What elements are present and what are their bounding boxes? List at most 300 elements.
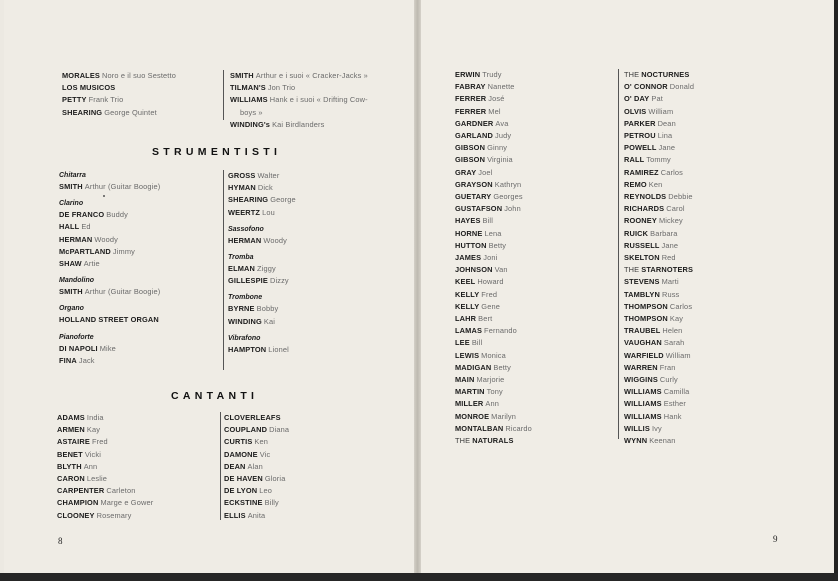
surname: FINA	[59, 355, 77, 365]
surname: WIGGINS	[624, 375, 658, 385]
first-name: Monica	[481, 350, 506, 360]
first-name: Helen	[662, 326, 683, 336]
first-name: Alan	[247, 461, 263, 471]
list-item	[57, 473, 153, 485]
list-item	[228, 275, 296, 287]
first-name: Rosemary	[96, 510, 132, 520]
list-item	[57, 436, 153, 448]
list-item	[455, 215, 532, 227]
first-name: Jack	[78, 355, 95, 365]
list-item	[624, 337, 694, 349]
list-item	[624, 276, 694, 288]
first-name: Bobby	[256, 304, 279, 314]
instrument-category: Trombone	[228, 294, 263, 302]
list-item	[455, 130, 532, 142]
list-item	[624, 130, 694, 142]
first-name: Mickey	[658, 216, 683, 226]
surname: HERMAN	[228, 235, 262, 245]
surname: THOMPSON	[624, 314, 668, 324]
surname: WINDING's	[230, 119, 271, 129]
surname: HUTTON	[455, 240, 487, 250]
continuation-text: boys »	[240, 107, 263, 117]
list-item	[455, 411, 532, 423]
column-divider	[220, 412, 221, 520]
surname: HERMAN	[59, 234, 93, 244]
first-name: Tommy	[646, 155, 671, 165]
surname: WILLIAMS	[230, 95, 268, 105]
list-item	[59, 314, 160, 326]
instrument-category: Pianoforte	[59, 333, 94, 341]
singers-left	[57, 412, 153, 522]
list-item	[228, 263, 296, 275]
surname: STEVENS	[624, 277, 660, 287]
first-name: Betty	[493, 362, 511, 372]
surname: MONTALBAN	[455, 423, 504, 433]
surname: ARMEN	[57, 425, 85, 435]
list-item	[455, 264, 532, 276]
surname: CHAMPION	[57, 498, 99, 508]
surname: NOCTURNES	[641, 70, 690, 79]
name-prefix: THE	[455, 436, 471, 446]
first-name: Hank e i suoi « Drifting Cow-	[269, 95, 368, 105]
list-item	[624, 325, 694, 337]
first-name: George	[270, 195, 296, 205]
surname: BENET	[57, 449, 83, 459]
list-item	[624, 398, 694, 410]
first-name: Fred	[91, 437, 108, 447]
list-item	[224, 473, 289, 485]
list-item	[57, 449, 153, 461]
first-name: Gene	[481, 301, 500, 311]
surname: ECKSTINE	[224, 498, 263, 508]
name-prefix: THE	[624, 265, 640, 275]
surname: FERRER	[455, 106, 487, 116]
surname: RUSSELL	[624, 240, 660, 250]
first-name: Keenan	[649, 436, 676, 446]
surname: DE LYON	[224, 486, 258, 496]
surname: SMITH	[59, 182, 83, 191]
surname: ROONEY	[624, 216, 657, 226]
surname: CURTIS	[224, 437, 253, 447]
list-item	[455, 325, 532, 337]
surname: STARNOTERS	[641, 265, 694, 275]
list-item	[224, 510, 289, 522]
surname: DE HAVEN	[224, 474, 263, 484]
first-name: Arthur e i suoi « Cracker-Jacks »	[255, 71, 368, 80]
first-name: Jimmy	[112, 246, 135, 256]
first-name: Ziggy	[257, 264, 276, 274]
surname: HAMPTON	[228, 344, 267, 354]
surname: REYNOLDS	[624, 192, 667, 202]
first-name: Arthur (Guitar Boogie)	[84, 182, 161, 191]
singers-col-1	[455, 69, 532, 447]
surname: WEERTZ	[228, 207, 261, 217]
surname: RALL	[624, 155, 645, 165]
surname: MONROE	[455, 411, 490, 421]
surname: REMO	[624, 179, 647, 189]
first-name: William	[648, 106, 674, 116]
surname: DEAN	[224, 461, 246, 471]
first-name: Anita	[247, 510, 266, 520]
list-item	[230, 82, 368, 94]
list-item	[228, 207, 296, 219]
list-item	[57, 461, 153, 473]
list-item	[455, 398, 532, 410]
page-number-right: 9	[773, 534, 778, 544]
first-name: Diana	[269, 425, 290, 435]
stray-dot	[103, 195, 105, 197]
first-name: Jane	[658, 143, 676, 153]
list-item	[224, 424, 289, 436]
list-item	[59, 221, 160, 233]
surname: FERRER	[455, 94, 487, 104]
surname: PETTY	[62, 95, 87, 105]
list-item	[455, 301, 532, 313]
surname: WARFIELD	[624, 350, 664, 360]
first-name: Betty	[488, 240, 507, 250]
surname: RICHARDS	[624, 204, 665, 214]
first-name: Carlos	[660, 167, 683, 177]
first-name: Donald	[669, 82, 695, 92]
surname: NATURALS	[472, 436, 514, 446]
list-item	[624, 118, 694, 130]
surname: GILLESPIE	[228, 276, 268, 286]
list-item	[455, 69, 532, 81]
first-name: Jane	[661, 240, 679, 250]
surname: MAIN	[455, 375, 475, 385]
first-name: Sarah	[663, 338, 685, 348]
list-item	[228, 316, 296, 328]
surname: JOHNSON	[455, 265, 493, 275]
list-item	[624, 301, 694, 313]
first-name: Fred	[481, 289, 498, 299]
surname: TAMBLYN	[624, 289, 660, 299]
list-item	[230, 94, 368, 106]
list-item	[228, 303, 296, 315]
surname: KEEL	[455, 277, 476, 287]
surname: ELMAN	[228, 264, 256, 274]
list-item	[230, 70, 368, 82]
surname: POWELL	[624, 143, 657, 153]
list-item	[624, 374, 694, 386]
surname: WYNN	[624, 436, 648, 446]
first-name: Leo	[259, 486, 273, 496]
list-item	[228, 344, 296, 356]
first-name: Marilyn	[491, 411, 517, 421]
surname: LEWIS	[455, 350, 480, 360]
list-item	[624, 81, 694, 93]
list-item	[59, 286, 160, 298]
surname: O' CONNOR	[624, 82, 668, 92]
instrumentalists-right	[228, 170, 296, 356]
first-name: José	[488, 94, 505, 104]
list-item	[624, 179, 694, 191]
first-name: Jon Trio	[267, 83, 296, 93]
first-name: Howard	[477, 277, 504, 287]
first-name: Billy	[264, 498, 279, 508]
list-item	[624, 264, 694, 276]
first-name: Marti	[661, 277, 679, 287]
list-item	[624, 423, 694, 435]
list-item	[624, 93, 694, 105]
list-item	[624, 252, 694, 264]
surname: CARON	[57, 474, 85, 484]
name-prefix: THE	[624, 70, 640, 79]
list-item	[624, 313, 694, 325]
first-name: Ken	[648, 179, 663, 189]
surname: LEE	[455, 338, 470, 348]
surname: GUETARY	[455, 192, 492, 202]
list-item	[59, 343, 160, 355]
first-name: Camilla	[663, 387, 690, 397]
list-item	[455, 362, 532, 374]
first-name: Vic	[259, 449, 271, 459]
right-edge-shadow	[834, 0, 838, 581]
first-name: Tony	[486, 387, 503, 397]
first-name: Debbie	[668, 192, 693, 202]
first-name: William	[665, 350, 691, 360]
first-name: Leslie	[86, 474, 108, 484]
list-item	[228, 182, 296, 194]
first-name: Lina	[657, 131, 673, 141]
column-divider	[618, 69, 619, 439]
list-item	[59, 246, 160, 258]
list-item	[230, 119, 368, 131]
list-item	[624, 289, 694, 301]
list-item	[224, 449, 289, 461]
surname: SMITH	[230, 71, 254, 80]
list-item	[455, 240, 532, 252]
list-item	[455, 423, 532, 435]
instrument-category: Clarino	[59, 200, 84, 208]
surname: RAMIREZ	[624, 167, 659, 177]
first-name: Virginia	[487, 155, 513, 165]
bottom-edge-shadow	[0, 573, 838, 581]
list-item	[455, 435, 532, 447]
first-name: Van	[494, 265, 508, 275]
first-name: Trudy	[482, 70, 502, 79]
list-item	[59, 181, 160, 193]
list-item	[228, 170, 296, 182]
list-item	[624, 228, 694, 240]
first-name: Carleton	[106, 486, 136, 496]
surname: MARTIN	[455, 387, 485, 397]
first-name: Kay	[86, 425, 101, 435]
surname: MADIGAN	[455, 362, 492, 372]
first-name: Frank Trio	[88, 95, 124, 105]
list-item	[59, 209, 160, 221]
first-name: Gloria	[264, 474, 286, 484]
surname: HYMAN	[228, 183, 256, 193]
first-name: Nanette	[487, 82, 515, 92]
first-name: Ginny	[487, 143, 508, 153]
instrument-category: Sassofono	[228, 225, 264, 233]
list-item	[455, 167, 532, 179]
surname: CLOONEY	[57, 510, 95, 520]
surname: MORALES	[62, 71, 101, 80]
surname: BLYTH	[57, 461, 82, 471]
list-item	[455, 106, 532, 118]
first-name: Fran	[659, 362, 676, 372]
list-item	[624, 142, 694, 154]
surname: TRAUBEL	[624, 326, 661, 336]
instrument-category: Chitarra	[59, 172, 86, 179]
list-item	[455, 93, 532, 105]
first-name: Ricardo	[505, 423, 532, 433]
surname: GIBSON	[455, 143, 486, 153]
list-item	[57, 510, 153, 522]
first-name: Noro e il suo Sestetto	[102, 71, 176, 80]
surname: VAUGHAN	[624, 338, 662, 348]
surname: SMITH	[59, 287, 83, 297]
surname: ERWIN	[455, 70, 481, 79]
surname: WILLIAMS	[624, 411, 662, 421]
list-item	[455, 289, 532, 301]
first-name: Bill	[471, 338, 483, 348]
first-name: Carol	[666, 204, 685, 214]
column-divider	[223, 170, 224, 370]
surname: CLOVERLEAFS	[224, 413, 281, 422]
surname: DAMONE	[224, 449, 258, 459]
list-item	[455, 81, 532, 93]
list-item	[624, 435, 694, 447]
first-name: Curly	[659, 375, 678, 385]
first-name: Woody	[263, 235, 287, 245]
first-name: Ann	[83, 461, 98, 471]
surname: PETROU	[624, 131, 656, 141]
list-item	[224, 497, 289, 509]
surname: O' DAY	[624, 94, 650, 104]
list-item	[624, 203, 694, 215]
surname: SKELTON	[624, 253, 660, 263]
first-name: Ed	[81, 222, 91, 232]
list-item	[455, 252, 532, 264]
list-item	[57, 497, 153, 509]
first-name: Ivy	[651, 423, 662, 433]
first-name: Mike	[99, 343, 116, 353]
surname: ASTAIRE	[57, 437, 90, 447]
first-name: Kai	[263, 316, 276, 326]
list-item	[224, 412, 289, 424]
list-item	[62, 70, 176, 82]
surname: LOS MUSICOS	[62, 83, 116, 93]
surname: GARDNER	[455, 118, 494, 128]
list-item	[455, 203, 532, 215]
first-name: Kathryn	[494, 179, 522, 189]
list-item	[624, 386, 694, 398]
surname: HAYES	[455, 216, 481, 226]
surname: DI NAPOLI	[59, 343, 98, 353]
surname: GRAYSON	[455, 179, 493, 189]
list-item	[624, 154, 694, 166]
list-item	[455, 313, 532, 325]
surname: THOMPSON	[624, 301, 668, 311]
list-item	[624, 167, 694, 179]
first-name: Kai Birdlanders	[272, 119, 325, 129]
cantanti-heading: CANTANTI	[171, 390, 259, 402]
first-name: Judy	[495, 131, 512, 141]
list-item	[455, 386, 532, 398]
first-name: Dizzy	[269, 276, 289, 286]
surname: HOLLAND STREET ORGAN	[59, 315, 159, 325]
instrument-category: Mandolino	[59, 277, 94, 285]
first-name: India	[86, 413, 104, 422]
singers-right	[224, 412, 289, 522]
list-item	[62, 82, 176, 94]
list-item	[228, 194, 296, 206]
instrument-category: Organo	[59, 305, 84, 313]
first-name: Marge e Gower	[100, 498, 154, 508]
list-item	[59, 355, 160, 367]
list-item	[624, 191, 694, 203]
list-item	[57, 412, 153, 424]
surname: WILLIAMS	[624, 399, 662, 409]
list-item	[224, 485, 289, 497]
list-item	[455, 191, 532, 203]
first-name: Joel	[478, 167, 493, 177]
surname: BYRNE	[228, 304, 255, 314]
first-name: Carlos	[669, 301, 693, 311]
book-gutter	[414, 0, 421, 575]
surname: WILLIS	[624, 423, 650, 433]
surname: COUPLAND	[224, 425, 268, 435]
list-item	[62, 94, 176, 106]
first-name: Lionel	[268, 344, 289, 354]
list-item	[57, 485, 153, 497]
surname: SHEARING	[228, 195, 269, 205]
instrumentalists-left	[59, 170, 160, 367]
surname: SHAW	[59, 259, 82, 269]
first-name: Barbara	[650, 228, 678, 238]
first-name: Ken	[254, 437, 269, 447]
instrument-category: Vibrafono	[228, 334, 261, 342]
list-item	[624, 362, 694, 374]
list-item	[455, 374, 532, 386]
surname: WILLIAMS	[624, 387, 662, 397]
first-name: Bill	[482, 216, 494, 226]
surname: HALL	[59, 222, 80, 232]
first-name: Artie	[83, 259, 100, 269]
surname: McPARTLAND	[59, 246, 111, 256]
list-item	[455, 276, 532, 288]
first-name: Mel	[488, 106, 501, 116]
first-name: Dean	[657, 118, 676, 128]
first-name: Red	[661, 253, 676, 263]
list-item	[224, 436, 289, 448]
first-name: Fernando	[484, 326, 517, 336]
surname: CARPENTER	[57, 486, 105, 496]
list-item	[62, 107, 176, 119]
surname: KELLY	[455, 301, 480, 311]
first-name: Pat	[651, 94, 663, 104]
surname: PARKER	[624, 118, 656, 128]
first-name: Hank	[663, 411, 682, 421]
list-item-continuation	[230, 107, 368, 119]
first-name: Lena	[484, 228, 502, 238]
first-name: George Quintet	[104, 107, 157, 117]
instrument-category: Tromba	[228, 254, 254, 262]
surname: JAMES	[455, 253, 482, 263]
surname: OLVIS	[624, 106, 647, 116]
list-item	[59, 234, 160, 246]
list-item	[624, 215, 694, 227]
list-item	[455, 154, 532, 166]
orchestra-list-left	[62, 70, 176, 119]
surname: GRAY	[455, 167, 477, 177]
first-name: Joni	[483, 253, 498, 263]
list-item	[59, 258, 160, 270]
list-item	[57, 424, 153, 436]
